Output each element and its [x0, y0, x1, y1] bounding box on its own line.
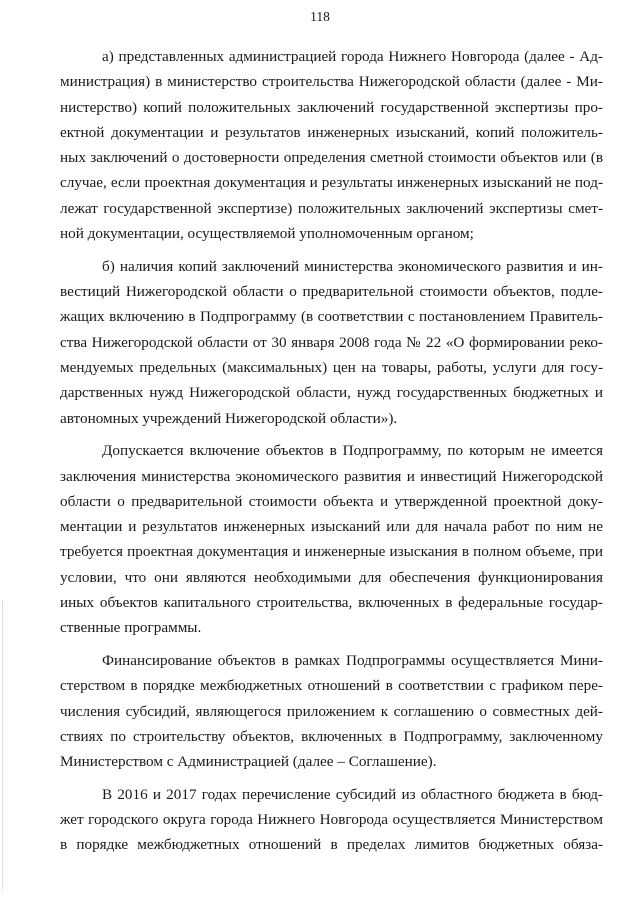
text-line: министрация) в министерство строительства Нижегородской области (далее - Ми- [60, 73, 603, 91]
text-line: В 2016 и 2017 годах перечисление субсидий из областного бюджета в бюд- [102, 785, 603, 803]
text-line: вестиций Нижегородской области о предварительной стоимости объектов, подле- [60, 283, 603, 301]
text-line: ствиях по строительству объектов, включенных в Подпрограмму, заключенному [60, 727, 603, 745]
text-line: в порядке межбюджетных отношений в пределах лимитов бюджетных обяза- [60, 836, 603, 854]
text-line: жащих включению в Подпрограмму (в соответствии с постановлением Правитель- [60, 308, 603, 326]
text-line: ства Нижегородской области от 30 января 2008 года № 22 «О формировании реко- [60, 333, 603, 351]
text-line: ектной документации и результатов инженерных изысканий, копий положитель- [60, 123, 603, 141]
text-line: области о предварительной стоимости объекта и утвержденной проектной доку- [60, 492, 603, 510]
text-line: Допускается включение объектов в Подпрограмму, по которым не имеется [102, 442, 603, 460]
scan-edge-marks [2, 600, 5, 890]
text-line: лежат государственной экспертизе) положительных заключений экспертизы смет- [60, 199, 603, 217]
paragraph [60, 44, 603, 246]
paragraph [60, 782, 603, 858]
paragraph [60, 438, 603, 640]
text-line: б) наличия копий заключений министерства экономического развития и ин- [102, 257, 603, 275]
text-line: иных объектов капитального строительства, включенных в федеральные государ- [60, 594, 603, 612]
text-line: требуется проектная документация и инженерные изыскания в полном объеме, при [60, 543, 603, 561]
text-line: дарственных нужд Нижегородской области, нужд государственных бюджетных и [60, 384, 603, 402]
text-line: нистерство) копий положительных заключений государственной экспертизы про- [60, 98, 603, 116]
page-number: 118 [310, 9, 330, 24]
text-line: условии, что они являются необходимыми для обеспечения функционирования [60, 568, 603, 586]
text-line: числения субсидий, являющегося приложением к соглашению о совместных дей- [60, 702, 603, 720]
paragraph [60, 254, 603, 431]
text-line: заключения министерства экономического развития и инвестиций Нижегородской [60, 467, 603, 485]
text-line: жет городского округа города Нижнего Новгорода осуществляется Министерством [60, 811, 603, 829]
text-line: ственные программы. [60, 619, 202, 637]
text-line: Министерством с Администрацией (далее – Соглашение). [60, 753, 437, 771]
text-line: стерством в порядке межбюджетных отношений в соответствии с графиком пере- [60, 677, 603, 695]
text-line: а) представленных администрацией города Нижнего Новгорода (далее - Ад- [102, 48, 603, 65]
paragraph [60, 648, 603, 774]
text-line: случае, если проектная документация и результаты инженерных изысканий не под- [60, 174, 603, 192]
text-line: автономных учреждений Нижегородской области»). [60, 409, 398, 427]
text-line: ментации и результатов инженерных изысканий или для начала работ по ним не [60, 518, 603, 536]
text-line: мендуемых предельных (максимальных) цен на товары, работы, услуги для госу- [60, 358, 603, 376]
text-line: ной документации, осуществляемой уполномоченным органом; [60, 225, 474, 243]
document-body [60, 44, 603, 865]
text-line: Финансирование объектов в рамках Подпрограммы осуществляется Мини- [102, 652, 603, 669]
text-line: ных заключений о достоверности определения сметной стоимости объектов или (в [60, 149, 603, 167]
